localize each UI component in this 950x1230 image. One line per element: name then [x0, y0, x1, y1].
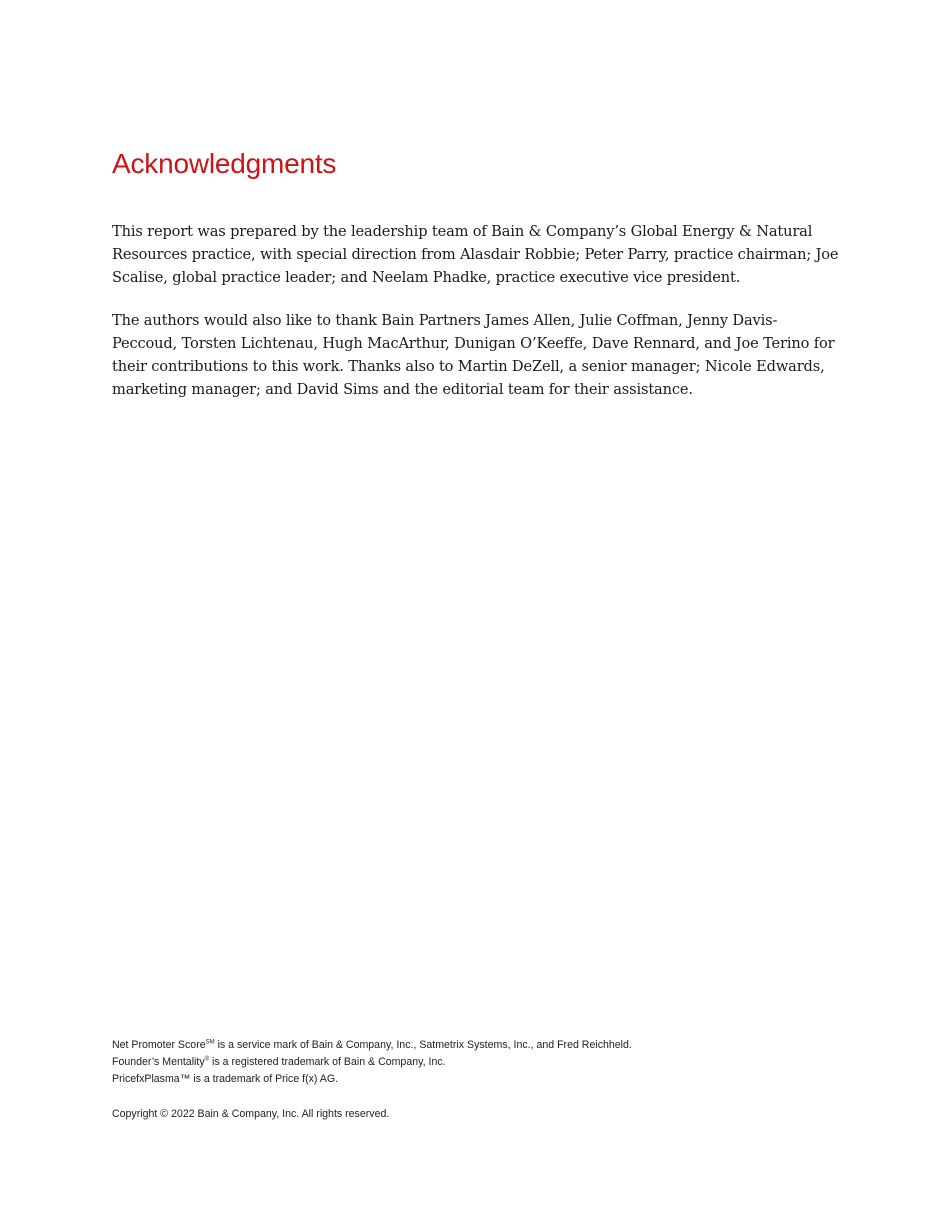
- trademark-text: is a registered trademark of Bain & Company, Inc.: [209, 1056, 446, 1068]
- trademark-text: is a service mark of Bain & Company, Inc., Satmetrix Systems, Inc., and Fred Reichheld.: [214, 1039, 632, 1051]
- paragraph-leadership: This report was prepared by the leadership team of Bain & Company’s Global Energy & Natural Resources practice, with special direction from Alasdair Robbie; Peter Parry, practice chairman; Joe Scalise, global practice leader; and Neelam Phadke, practice executive vice president.: [112, 223, 839, 287]
- trademark-notes: [112, 1037, 872, 1088]
- trademark-name: PricefxPlasma™: [112, 1073, 191, 1085]
- acknowledgments-body: [112, 220, 842, 420]
- paragraph-thanks: The authors would also like to thank Bain Partners James Allen, Julie Coffman, Jenny Davis-Peccoud, Torsten Lichtenau, Hugh MacArthur, Dunigan O’Keeffe, Dave Rennard, and Joe Terino for their contributions to this work. Thanks also to Martin DeZell, a senior manager; Nicole Edwards, marketing manager; and David Sims and the editorial team for their assistance.: [112, 311, 835, 399]
- trademark-text: is a trademark of Price f(x) AG.: [190, 1073, 339, 1085]
- copyright-notice: Copyright © 2022 Bain & Company, Inc. All rights reserved.: [112, 1108, 390, 1120]
- trademark-symbol: SM: [205, 1039, 215, 1046]
- page-title: Acknowledgments: [112, 148, 337, 179]
- trademark-note: [112, 1054, 872, 1071]
- trademark-note: [112, 1071, 872, 1088]
- trademark-symbol: ®: [204, 1056, 210, 1063]
- trademark-name: Founder’s Mentality: [112, 1056, 205, 1068]
- trademark-name: Net Promoter Score: [112, 1039, 206, 1051]
- trademark-note: [112, 1037, 872, 1054]
